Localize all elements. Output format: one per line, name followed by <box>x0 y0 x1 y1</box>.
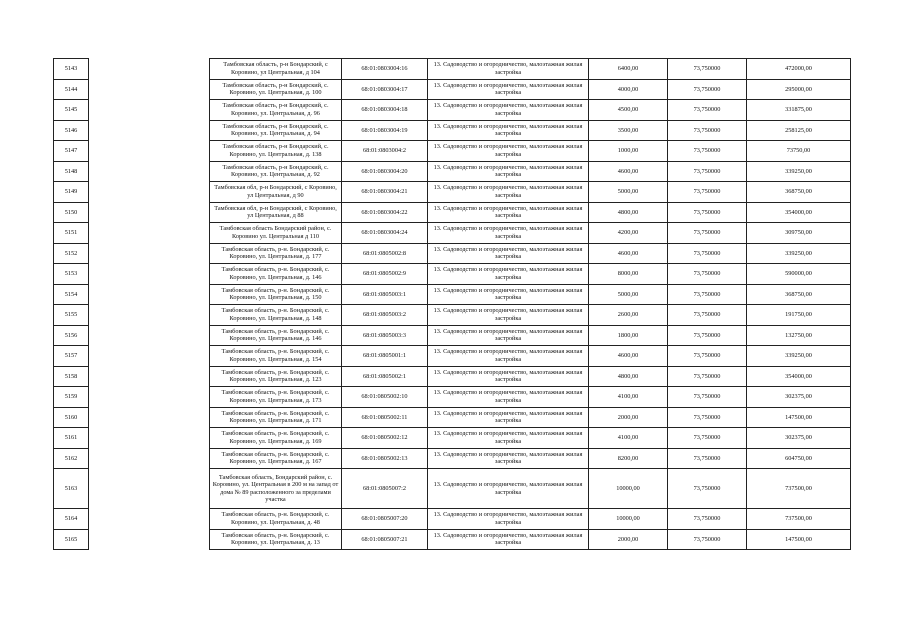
cadastral-value-cell: 339250,00 <box>747 161 851 182</box>
address-cell: Тамбовская область, р-н Бондарский, с. Коровино, ул. Центральная, д. 94 <box>210 120 342 141</box>
cadastral-value-cell: 302375,00 <box>747 387 851 408</box>
land-use-cell: 13. Садоводство и огородничество, малоэтажная жилая застройка <box>428 284 589 305</box>
table-row <box>54 284 851 305</box>
area-cell: 4600,00 <box>589 243 668 264</box>
gap-cell <box>89 59 210 80</box>
rate-cell: 73,750000 <box>668 428 747 449</box>
table-row <box>54 100 851 121</box>
rate-cell: 73,750000 <box>668 325 747 346</box>
table-row <box>54 59 851 80</box>
land-use-cell: 13. Садоводство и огородничество, малоэтажная жилая застройка <box>428 366 589 387</box>
cadastral-value-cell: 73750,00 <box>747 141 851 162</box>
rate-cell: 73,750000 <box>668 182 747 203</box>
table-row <box>54 325 851 346</box>
row-number: 5156 <box>54 325 89 346</box>
land-use-cell: 13. Садоводство и огородничество, малоэтажная жилая застройка <box>428 448 589 469</box>
address-cell: Тамбовская область, р-н Бондарский, с. Коровино, ул. Центральная, д. 138 <box>210 141 342 162</box>
gap-cell <box>89 509 210 530</box>
area-cell: 8200,00 <box>589 448 668 469</box>
address-cell: Тамбовская обл, р-н Бондарский, с Коровино, ул Центральная, д 90 <box>210 182 342 203</box>
table-row <box>54 264 851 285</box>
cadastral-number-cell: 68:01:0803004:2 <box>342 141 428 162</box>
rate-cell: 73,750000 <box>668 407 747 428</box>
rate-cell: 73,750000 <box>668 448 747 469</box>
table-row <box>54 223 851 244</box>
table-row <box>54 305 851 326</box>
row-number: 5152 <box>54 243 89 264</box>
table-row <box>54 366 851 387</box>
area-cell: 10000,00 <box>589 469 668 509</box>
table-row <box>54 469 851 509</box>
cadastral-number-cell: 68:01:0805007:2 <box>342 469 428 509</box>
area-cell: 4000,00 <box>589 79 668 100</box>
gap-cell <box>89 387 210 408</box>
cadastral-value-cell: 302375,00 <box>747 428 851 449</box>
land-use-cell: 13. Садоводство и огородничество, малоэтажная жилая застройка <box>428 59 589 80</box>
land-use-cell: 13. Садоводство и огородничество, малоэтажная жилая застройка <box>428 243 589 264</box>
cadastral-number-cell: 68:01:0805007:21 <box>342 529 428 550</box>
rate-cell: 73,750000 <box>668 264 747 285</box>
table-row <box>54 428 851 449</box>
row-number: 5147 <box>54 141 89 162</box>
cadastral-value-cell: 147500,00 <box>747 407 851 428</box>
cadastral-number-cell: 68:01:0805002:9 <box>342 264 428 285</box>
address-cell: Тамбовская область, р-н. Бондарский, с. Коровино, ул. Центральная, д. 154 <box>210 346 342 367</box>
land-use-cell: 13. Садоводство и огородничество, малоэтажная жилая застройка <box>428 120 589 141</box>
cadastral-number-cell: 68:01:0805002:12 <box>342 428 428 449</box>
table-row <box>54 387 851 408</box>
cadastral-value-cell: 472000,00 <box>747 59 851 80</box>
row-number: 5148 <box>54 161 89 182</box>
rate-cell: 73,750000 <box>668 284 747 305</box>
cadastral-number-cell: 68:01:0803004:19 <box>342 120 428 141</box>
area-cell: 1000,00 <box>589 141 668 162</box>
land-use-cell: 13. Садоводство и огородничество, малоэтажная жилая застройка <box>428 428 589 449</box>
cadastral-value-cell: 604750,00 <box>747 448 851 469</box>
area-cell: 4800,00 <box>589 202 668 223</box>
cadastral-value-cell: 354000,00 <box>747 202 851 223</box>
area-cell: 4200,00 <box>589 223 668 244</box>
gap-cell <box>89 202 210 223</box>
cadastral-number-cell: 68:01:0805002:10 <box>342 387 428 408</box>
cadastral-value-cell: 354000,00 <box>747 366 851 387</box>
cadastral-value-cell: 737500,00 <box>747 469 851 509</box>
address-cell: Тамбовская область, р-н. Бондарский, с. Коровино, ул. Центральная, д. 169 <box>210 428 342 449</box>
row-number: 5162 <box>54 448 89 469</box>
land-use-cell: 13. Садоводство и огородничество, малоэтажная жилая застройка <box>428 305 589 326</box>
gap-cell <box>89 346 210 367</box>
rate-cell: 73,750000 <box>668 120 747 141</box>
rate-cell: 73,750000 <box>668 161 747 182</box>
rate-cell: 73,750000 <box>668 100 747 121</box>
cadastral-number-cell: 68:01:0805002:8 <box>342 243 428 264</box>
row-number: 5163 <box>54 469 89 509</box>
rate-cell: 73,750000 <box>668 202 747 223</box>
cadastral-number-cell: 68:01:0803004:16 <box>342 59 428 80</box>
row-number: 5164 <box>54 509 89 530</box>
address-cell: Тамбовская область, р-н Бондарский, с. Коровино, ул. Центральная, д. 100 <box>210 79 342 100</box>
rate-cell: 73,750000 <box>668 243 747 264</box>
cadastral-number-cell: 68:01:0805001:1 <box>342 346 428 367</box>
cadastral-number-cell: 68:01:0805003:1 <box>342 284 428 305</box>
table-row <box>54 448 851 469</box>
gap-cell <box>89 529 210 550</box>
address-cell: Тамбовская область, Бондарский район, с. Коровино, ул. Центральная в 200 м на запад от дома № 89 расположенного за пределами участка <box>210 469 342 509</box>
rate-cell: 73,750000 <box>668 366 747 387</box>
address-cell: Тамбовская область, р-н. Бондарский, с. Коровино, ул. Центральная, д. 13 <box>210 529 342 550</box>
area-cell: 2600,00 <box>589 305 668 326</box>
cadastral-number-cell: 68:01:0803004:20 <box>342 161 428 182</box>
table-row <box>54 529 851 550</box>
rate-cell: 73,750000 <box>668 59 747 80</box>
land-use-cell: 13. Садоводство и огородничество, малоэтажная жилая застройка <box>428 387 589 408</box>
area-cell: 4100,00 <box>589 428 668 449</box>
rate-cell: 73,750000 <box>668 529 747 550</box>
cadastral-number-cell: 68:01:0805002:11 <box>342 407 428 428</box>
cadastral-value-cell: 590000,00 <box>747 264 851 285</box>
address-cell: Тамбовская область, р-н. Бондарский, с. Коровино, ул. Центральная, д. 167 <box>210 448 342 469</box>
address-cell: Тамбовская область, р-н. Бондарский, с. Коровино, ул. Центральная, д. 123 <box>210 366 342 387</box>
row-number: 5146 <box>54 120 89 141</box>
area-cell: 10000,00 <box>589 509 668 530</box>
cadastral-number-cell: 68:01:0805002:13 <box>342 448 428 469</box>
table-row <box>54 79 851 100</box>
row-number: 5144 <box>54 79 89 100</box>
rate-cell: 73,750000 <box>668 509 747 530</box>
area-cell: 6400,00 <box>589 59 668 80</box>
cadastral-number-cell: 68:01:0803004:21 <box>342 182 428 203</box>
row-number: 5161 <box>54 428 89 449</box>
row-number: 5157 <box>54 346 89 367</box>
row-number: 5150 <box>54 202 89 223</box>
gap-cell <box>89 428 210 449</box>
land-use-cell: 13. Садоводство и огородничество, малоэтажная жилая застройка <box>428 161 589 182</box>
rate-cell: 73,750000 <box>668 141 747 162</box>
cadastral-value-cell: 147500,00 <box>747 529 851 550</box>
table-row <box>54 202 851 223</box>
cadastral-number-cell: 68:01:0803004:22 <box>342 202 428 223</box>
rate-cell: 73,750000 <box>668 79 747 100</box>
table-row <box>54 182 851 203</box>
table-row <box>54 407 851 428</box>
address-cell: Тамбовская область Бондарский район, с. Коровино ул. Центральная д 110 <box>210 223 342 244</box>
gap-cell <box>89 305 210 326</box>
address-cell: Тамбовская область, р-н. Бондарский, с. Коровино, ул. Центральная, д. 171 <box>210 407 342 428</box>
land-use-cell: 13. Садоводство и огородничество, малоэтажная жилая застройка <box>428 100 589 121</box>
area-cell: 4800,00 <box>589 366 668 387</box>
address-cell: Тамбовская область, р-н. Бондарский, с. Коровино, ул. Центральная, д. 148 <box>210 305 342 326</box>
area-cell: 2000,00 <box>589 407 668 428</box>
gap-cell <box>89 469 210 509</box>
table-row <box>54 141 851 162</box>
cadastral-number-cell: 68:01:0805003:2 <box>342 305 428 326</box>
land-use-cell: 13. Садоводство и огородничество, малоэтажная жилая застройка <box>428 202 589 223</box>
land-use-cell: 13. Садоводство и огородничество, малоэтажная жилая застройка <box>428 79 589 100</box>
cadastral-value-cell: 368750,00 <box>747 182 851 203</box>
rate-cell: 73,750000 <box>668 223 747 244</box>
table-row <box>54 346 851 367</box>
row-number: 5143 <box>54 59 89 80</box>
gap-cell <box>89 182 210 203</box>
address-cell: Тамбовская область, р-н Бондарский, с. Коровино, ул. Центральная, д. 96 <box>210 100 342 121</box>
land-use-cell: 13. Садоводство и огородничество, малоэтажная жилая застройка <box>428 529 589 550</box>
row-number: 5153 <box>54 264 89 285</box>
gap-cell <box>89 141 210 162</box>
address-cell: Тамбовская область, р-н Бондарский, с. Коровино, ул. Центральная, д. 92 <box>210 161 342 182</box>
address-cell: Тамбовская область, р-н Бондарский, с Коровино, ул Центральная, д 104 <box>210 59 342 80</box>
area-cell: 1800,00 <box>589 325 668 346</box>
row-number: 5165 <box>54 529 89 550</box>
cadastral-number-cell: 68:01:0803004:24 <box>342 223 428 244</box>
land-use-cell: 13. Садоводство и огородничество, малоэтажная жилая застройка <box>428 346 589 367</box>
cadastral-value-cell: 339250,00 <box>747 346 851 367</box>
cadastral-table <box>53 58 851 550</box>
gap-cell <box>89 223 210 244</box>
gap-cell <box>89 79 210 100</box>
area-cell: 4500,00 <box>589 100 668 121</box>
cadastral-number-cell: 68:01:0805007:20 <box>342 509 428 530</box>
cadastral-number-cell: 68:01:0805003:3 <box>342 325 428 346</box>
address-cell: Тамбовская обл, р-н Бондарский, с Коровино, ул Центральная, д 88 <box>210 202 342 223</box>
cadastral-value-cell: 737500,00 <box>747 509 851 530</box>
cadastral-number-cell: 68:01:0803004:17 <box>342 79 428 100</box>
gap-cell <box>89 100 210 121</box>
table-row <box>54 243 851 264</box>
row-number: 5145 <box>54 100 89 121</box>
land-use-cell: 13. Садоводство и огородничество, малоэтажная жилая застройка <box>428 407 589 428</box>
address-cell: Тамбовская область, р-н. Бондарский, с. Коровино, ул. Центральная, д. 146 <box>210 264 342 285</box>
gap-cell <box>89 161 210 182</box>
area-cell: 4600,00 <box>589 161 668 182</box>
gap-cell <box>89 120 210 141</box>
land-use-cell: 13. Садоводство и огородничество, малоэтажная жилая застройка <box>428 325 589 346</box>
rate-cell: 73,750000 <box>668 387 747 408</box>
row-number: 5160 <box>54 407 89 428</box>
land-use-cell: 13. Садоводство и огородничество, малоэтажная жилая застройка <box>428 223 589 244</box>
row-number: 5151 <box>54 223 89 244</box>
address-cell: Тамбовская область, р-н. Бондарский, с. Коровино, ул. Центральная, д. 146 <box>210 325 342 346</box>
row-number: 5155 <box>54 305 89 326</box>
table-body <box>54 59 851 550</box>
area-cell: 8000,00 <box>589 264 668 285</box>
address-cell: Тамбовская область, р-н. Бондарский, с. Коровино, ул. Центральная, д. 177 <box>210 243 342 264</box>
address-cell: Тамбовская область, р-н. Бондарский, с. Коровино, ул. Центральная, д. 173 <box>210 387 342 408</box>
gap-cell <box>89 325 210 346</box>
address-cell: Тамбовская область, р-н. Бондарский, с. Коровино, ул. Центральная, д. 150 <box>210 284 342 305</box>
area-cell: 3500,00 <box>589 120 668 141</box>
area-cell: 2000,00 <box>589 529 668 550</box>
cadastral-value-cell: 295000,00 <box>747 79 851 100</box>
row-number: 5149 <box>54 182 89 203</box>
rate-cell: 73,750000 <box>668 305 747 326</box>
row-number: 5158 <box>54 366 89 387</box>
land-use-cell: 13. Садоводство и огородничество, малоэтажная жилая застройка <box>428 141 589 162</box>
cadastral-number-cell: 68:01:0805002:1 <box>342 366 428 387</box>
cadastral-value-cell: 339250,00 <box>747 243 851 264</box>
area-cell: 4100,00 <box>589 387 668 408</box>
area-cell: 5000,00 <box>589 284 668 305</box>
gap-cell <box>89 243 210 264</box>
cadastral-value-cell: 191750,00 <box>747 305 851 326</box>
land-use-cell: 13. Садоводство и огородничество, малоэтажная жилая застройка <box>428 264 589 285</box>
land-use-cell: 13. Садоводство и огородничество, малоэтажная жилая застройка <box>428 469 589 509</box>
cadastral-value-cell: 132750,00 <box>747 325 851 346</box>
rate-cell: 73,750000 <box>668 469 747 509</box>
row-number: 5154 <box>54 284 89 305</box>
area-cell: 4600,00 <box>589 346 668 367</box>
table-row <box>54 161 851 182</box>
table-row <box>54 509 851 530</box>
cadastral-number-cell: 68:01:0803004:18 <box>342 100 428 121</box>
cadastral-value-cell: 309750,00 <box>747 223 851 244</box>
row-number: 5159 <box>54 387 89 408</box>
gap-cell <box>89 366 210 387</box>
cadastral-value-cell: 368750,00 <box>747 284 851 305</box>
rate-cell: 73,750000 <box>668 346 747 367</box>
cadastral-value-cell: 258125,00 <box>747 120 851 141</box>
gap-cell <box>89 264 210 285</box>
cadastral-value-cell: 331875,00 <box>747 100 851 121</box>
address-cell: Тамбовская область, р-н. Бондарский, с. Коровино, ул. Центральная, д. 48 <box>210 509 342 530</box>
area-cell: 5000,00 <box>589 182 668 203</box>
land-use-cell: 13. Садоводство и огородничество, малоэтажная жилая застройка <box>428 182 589 203</box>
gap-cell <box>89 407 210 428</box>
gap-cell <box>89 284 210 305</box>
gap-cell <box>89 448 210 469</box>
land-use-cell: 13. Садоводство и огородничество, малоэтажная жилая застройка <box>428 509 589 530</box>
table-row <box>54 120 851 141</box>
